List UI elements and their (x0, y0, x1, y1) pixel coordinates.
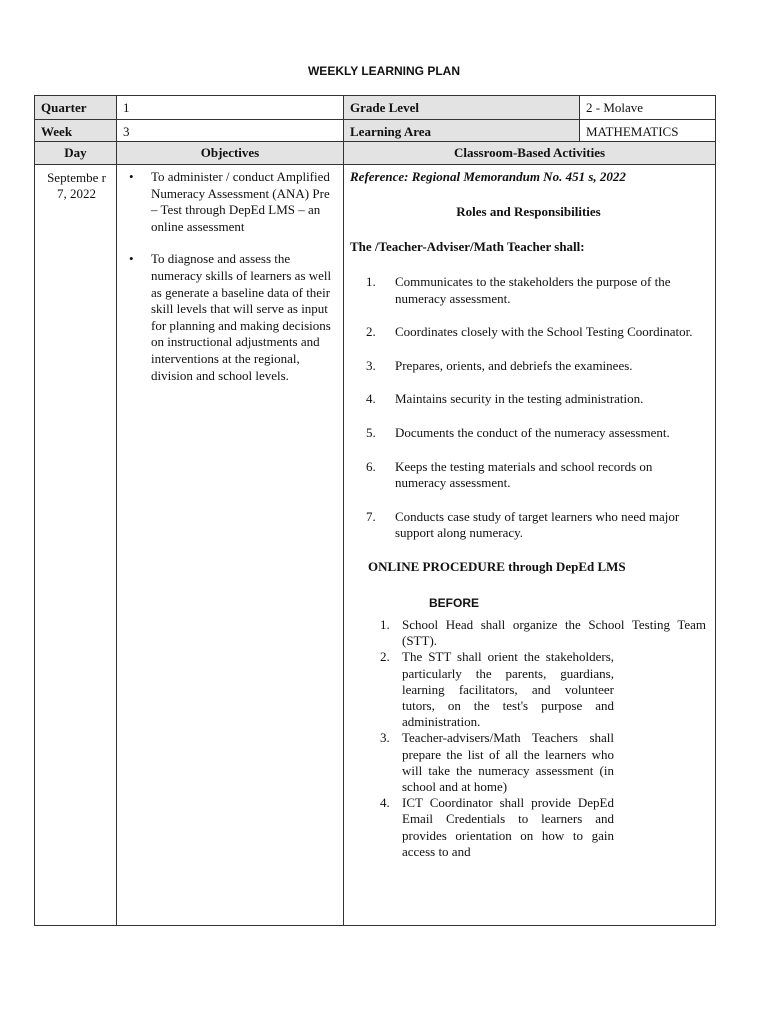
duty-item: 1. Communicates to the stakeholders the purpose of the numeracy assessment. (366, 274, 671, 306)
day-column-header: Day (35, 142, 117, 165)
objective-item: • To diagnose and assess the numeracy skills of learners as well as generate a baseline data of their skill levels that will serve as input for planning and making decisions on instructional adjustments and interventions at the regional, division and school levels. (129, 251, 332, 383)
duty-item: 4. Maintains security in the testing administration. (366, 391, 644, 407)
procedure-item: 1. School Head shall organize the School Testing Team (STT). (380, 616, 706, 649)
grade-level-value: 2 - Molave (580, 96, 716, 120)
objectives-list (125, 169, 337, 384)
before-heading: BEFORE (429, 595, 480, 610)
procedure-item: 4. ICT Coordinator shall provide DepEd Email Credentials to learners and provides orientation on how to gain access to and (380, 795, 614, 859)
duty-item: 7. Conducts case study of target learners who need major support along numeracy. (366, 508, 680, 541)
duty-item: 5. Documents the conduct of the numeracy assessment. (366, 424, 670, 440)
procedure-list (350, 617, 707, 860)
plan-header-table (34, 95, 716, 144)
plan-body-table (34, 141, 716, 926)
procedure-item: 2. The STT shall orient the stakeholders, particularly the parents, guardians, learning facilitators, and volunteer tutors, on the test's purpose and administration. (380, 649, 614, 730)
activities-column-header: Classroom-Based Activities (344, 142, 716, 165)
duty-item: 2. Coordinates closely with the School Testing Coordinator. (366, 324, 693, 340)
activities-cell (344, 165, 716, 926)
roles-heading: Roles and Responsibilities (456, 204, 601, 219)
duty-item: 6. Keeps the testing materials and school records on numeracy assessment. (366, 458, 653, 491)
reference-line: Reference: Regional Memorandum No. 451 s, 2022 (350, 169, 626, 184)
week-label: Week (35, 120, 117, 144)
online-procedure-heading: ONLINE PROCEDURE through DepEd LMS (368, 558, 626, 574)
bullet-icon: • (129, 169, 134, 184)
day-cell (35, 165, 117, 926)
grade-level-label: Grade Level (344, 96, 580, 120)
learning-area-value: MATHEMATICS (580, 120, 716, 144)
day-value: Septembe r 7, 2022 (47, 170, 106, 201)
objectives-cell (117, 165, 344, 926)
week-value: 3 (117, 120, 344, 144)
procedure-item: 3. Teacher-advisers/Math Teachers shall prepare the list of all the learners who will take the numeracy assessment (in school and at home) (380, 730, 614, 794)
quarter-label: Quarter (35, 96, 117, 120)
bullet-icon: • (129, 251, 134, 267)
duties-list (350, 274, 707, 542)
objective-item: • To administer / conduct Amplified Numeracy Assessment (ANA) Pre – Test through DepEd LMS – an online assessment (129, 169, 330, 234)
objectives-column-header: Objectives (117, 142, 344, 165)
teacher-heading: The /Teacher-Adviser/Math Teacher shall: (350, 239, 585, 254)
learning-area-label: Learning Area (344, 120, 580, 144)
quarter-value: 1 (117, 96, 344, 120)
document-title: WEEKLY LEARNING PLAN (307, 64, 460, 78)
duty-item: 3. Prepares, orients, and debriefs the examinees. (366, 357, 633, 373)
